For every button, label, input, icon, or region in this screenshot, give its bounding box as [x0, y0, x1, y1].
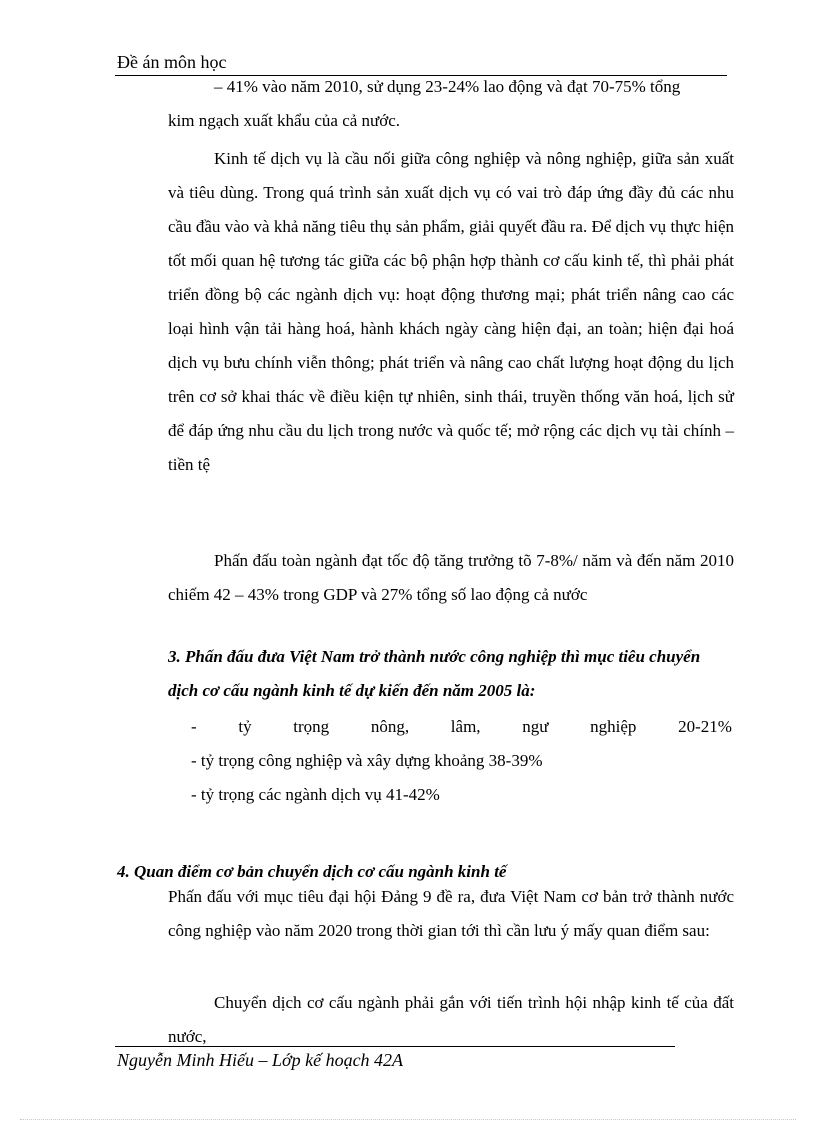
paragraph-integration: Chuyển dịch cơ cấu ngành phải gắn với tiến trình hội nhập kinh tế của đất nước,	[168, 993, 734, 1046]
list-dash: -	[191, 717, 197, 736]
paragraph-continuation-line1: – 41% vào năm 2010, sử dụng 23-24% lao động và đạt 70-75% tổng	[214, 77, 681, 96]
page-footer-author: Nguyễn Minh Hiếu – Lớp kế hoạch 42A	[117, 1050, 404, 1070]
list-item-agriculture	[191, 710, 732, 744]
list-word: nghiệp	[590, 717, 637, 736]
list-word: ngư	[522, 717, 549, 736]
list-word: lâm,	[450, 717, 481, 736]
section-heading-4: 4. Quan điểm cơ bản chuyển dịch cơ cấu ngành kinh tế	[117, 862, 507, 881]
paragraph-growth-target: Phấn đấu toàn ngành đạt tốc độ tăng trưởng tõ 7-8%/ năm và đến năm 2010 chiếm 42 – 43% trong GDP và 27% tổng số lao động cả nước	[168, 551, 734, 604]
list-word: trọng	[293, 717, 330, 736]
list-item-services: - tỷ trọng các ngành dịch vụ 41-42%	[191, 785, 440, 804]
list-word: tỷ	[238, 717, 252, 736]
list-word: 20-21%	[678, 717, 732, 736]
page-header-title: Đề án môn học	[117, 52, 227, 72]
page-bottom-border	[20, 1119, 796, 1120]
paragraph-service-economy: Kinh tế dịch vụ là cầu nối giữa công nghiệp và nông nghiệp, giữa sản xuất và tiêu dùng. Trong quá trình sản xuất dịch vụ có vai trò đáp ứng đầy đủ các nhu cầu đầu vào và khả năng tiêu thụ sản phẩm, giải quyết đầu ra. Để dịch vụ thực hiện tốt mối quan hệ tương tác giữa các bộ phận hợp thành cơ cấu kinh tế, thì phải phát triển đồng bộ các ngành dịch vụ: hoạt động thương mại; phát triển nâng cao các loại hình vận tải hàng hoá, hành khách ngày càng hiện đại, an toàn; hiện đại hoá dịch vụ bưu chính viễn thông; phát triển và nâng cao chất lượng hoạt động du lịch trên cơ sở khai thác về điều kiện tự nhiên, sinh thái, truyền thống văn hoá, lịch sử để đáp ứng nhu cầu du lịch trong nước và quốc tế; mở rộng các dịch vụ tài chính – tiền tệ	[168, 149, 734, 474]
footer-divider	[115, 1046, 675, 1047]
paragraph-continuation-line2: kim ngạch xuất khẩu của cả nước.	[168, 111, 401, 130]
section-heading-3: 3. Phấn đấu đưa Việt Nam trở thành nước công nghiệp thì mục tiêu chuyển dịch cơ cấu ngành kinh tế dự kiến đến năm 2005 là:	[168, 647, 701, 700]
list-item-industry: - tỷ trọng công nghiệp và xây dựng khoảng 38-39%	[191, 751, 543, 770]
list-word: nông,	[370, 717, 410, 736]
paragraph-party-congress: Phấn đấu với mục tiêu đại hội Đảng 9 đề ra, đưa Việt Nam cơ bản trở thành nước công nghiệp vào năm 2020 trong thời gian tới thì cần lưu ý mấy quan điểm sau:	[168, 887, 734, 940]
